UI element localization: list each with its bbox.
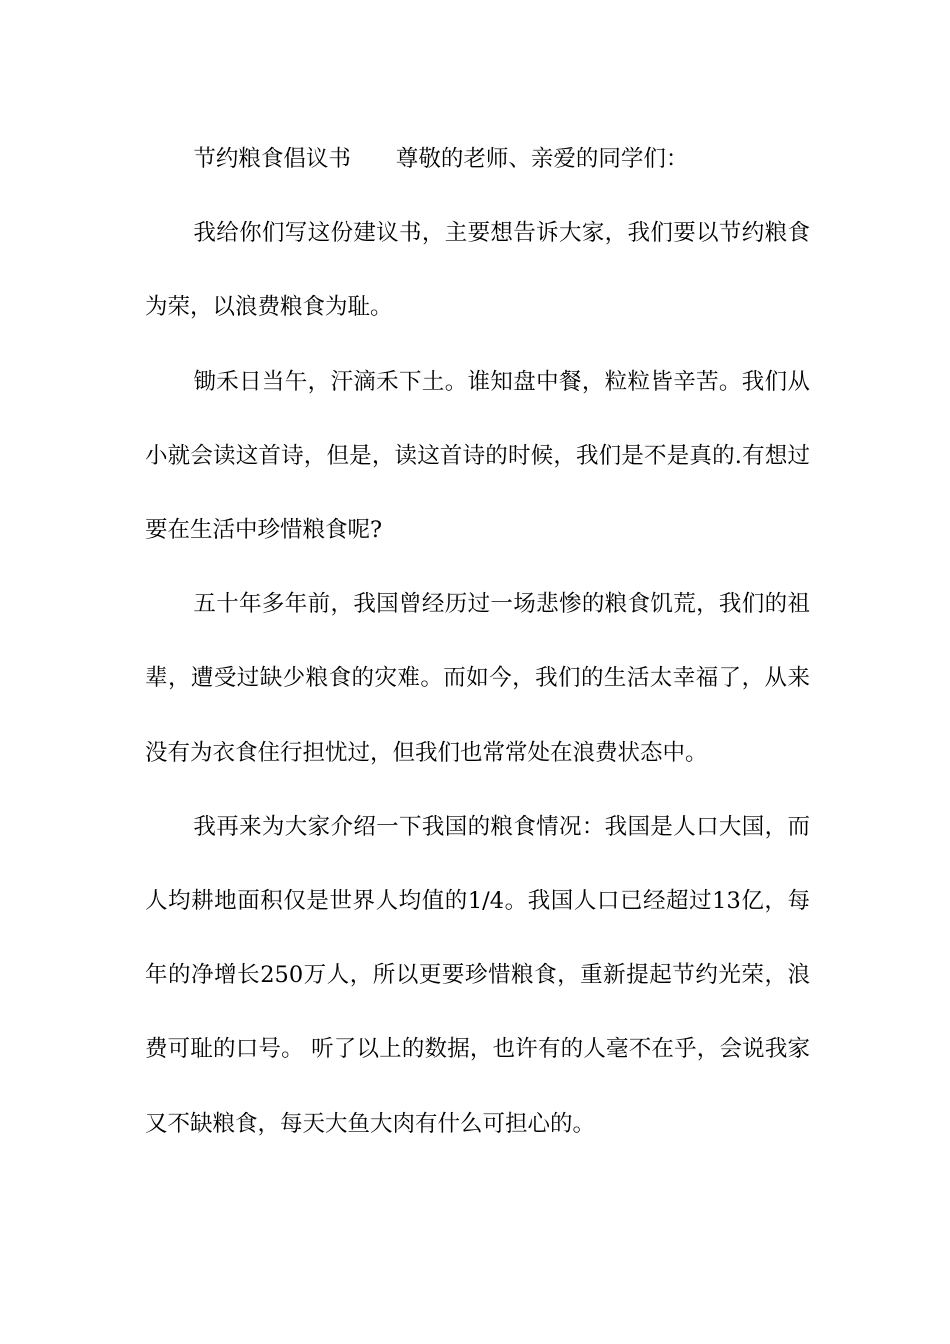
document-body [145, 122, 810, 1161]
paragraph-3: 五十年多年前，我国曾经历过一场悲惨的粮食饥荒，我们的祖辈，遭受过缺少粮食的灾难。而如今，我们的生活太幸福了，从来没有为衣食住行担忧过，但我们也常常处在浪费状态中。 [145, 591, 810, 766]
salutation: 尊敬的老师、亲爱的同学们： [395, 146, 689, 172]
paragraph-2: 锄禾日当午，汗滴禾下土。谁知盘中餐，粒粒皆辛苦。我们从小就会读这首诗，但是，读这首诗的时候，我们是不是真的.有想过要在生活中珍惜粮食呢? [145, 368, 810, 544]
paragraph-1: 我给你们写这份建议书，主要想告诉大家，我们要以节约粮食为荣，以浪费粮食为耻。 [145, 220, 810, 321]
title-paragraph [145, 122, 810, 196]
document-title: 节约粮食倡议书 [193, 146, 351, 172]
paragraph-4: 我再来为大家介绍一下我国的粮食情况：我国是人口大国，而人均耕地面积仅是世界人均值的1/4。我国人口已经超过13亿，每年的净增长250万人，所以更要珍惜粮食，重新提起节约光荣，浪费可耻的口号。 听了以上的数据，也许有的人毫不在乎，会说我家又不缺粮食，每天大鱼大肉有什么可担心的。 [145, 813, 810, 1137]
